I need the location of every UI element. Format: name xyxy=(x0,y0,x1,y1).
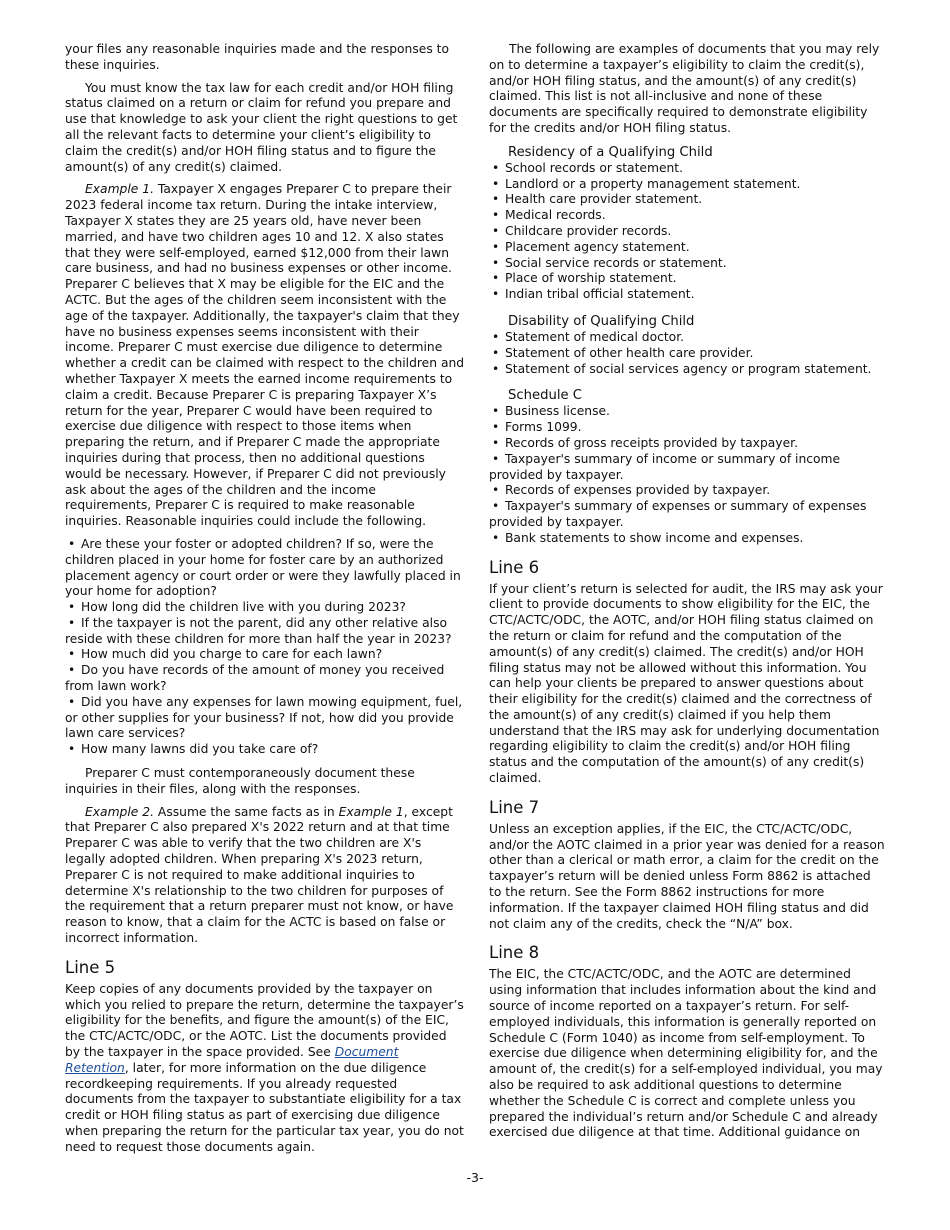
line-5-heading: Line 5 xyxy=(65,957,116,977)
line-8-heading: Line 8 xyxy=(489,943,540,963)
paragraph-intro-continued: your files any reasonable inquiries made and the responses to these inquiries. xyxy=(65,42,449,72)
list-item: • School records or statement. xyxy=(489,161,885,177)
residency-list xyxy=(489,161,885,303)
example-1-reference: Example 1 xyxy=(338,804,404,819)
line-6-text: If your client’s return is selected for audit, the IRS may ask your client to provide documents to show eligibility for the EIC, the CTC/ACTC/ODC, the AOTC, and/or HOH filing status claimed on the return or claim for refund and the computation of the amount(s) of any credit(s) claimed. The credit(s) and/or HOH filing status may not be allowed without this information. You can help your clients be prepared to answer questions about their eligibility for the credit(s) claimed and the correctness of the amount(s) of any credit(s) claimed if you help them understand that the IRS may ask for underlying documentation regarding eligibility to claim the credit(s) and/or HOH filing status and the computation of the amount(s) of any credit(s) claimed. xyxy=(489,581,883,786)
list-item: • Bank statements to show income and expenses. xyxy=(489,531,885,547)
list-item: • Indian tribal official statement. xyxy=(489,287,885,303)
list-item: • Do you have records of the amount of money you received from lawn work? xyxy=(65,663,465,695)
list-item: • How long did the children live with you during 2023? xyxy=(65,600,465,616)
left-column xyxy=(65,42,465,1163)
example-1-label: Example 1. xyxy=(85,182,154,197)
line-5-text xyxy=(65,982,465,1156)
example-2-text-a: Assume the same facts as in xyxy=(157,804,335,819)
line-7-heading: Line 7 xyxy=(489,797,540,817)
line-5-text-a: Keep copies of any documents provided by the taxpayer on which you relied to prepare the return, determine the taxpayer’s eligibility for the benefits, and figure the amount(s) of the EIC, the CTC/ACTC/ODC, or the AOTC. List the documents provided by the taxpayer in the space provided. See xyxy=(65,981,464,1060)
list-item: • Medical records. xyxy=(489,208,885,224)
line-8-text: The EIC, the CTC/ACTC/ODC, and the AOTC are determined using information that includes information about the kind and source of income reported on a taxpayer’s return. For self-employed individuals, this information is generally reported on Schedule C (Form 1040) as income from self-employment. To exercise due diligence when determining eligibility for, and the amount of, the credit(s) for a self-employed individual, you may also be required to ask additional questions to determine whether the Schedule C is correct and complete unless you prepared the individual’s return and/or Schedule C and already exercised due diligence at that time. Additional guidance on xyxy=(489,967,883,1140)
paragraph-document-inquiries: Preparer C must contemporaneously document these inquiries in their files, along with the responses. xyxy=(65,766,415,796)
schedule-c-list xyxy=(489,404,885,546)
list-item: • Place of worship statement. xyxy=(489,271,885,287)
list-item: • Statement of medical doctor. xyxy=(489,330,885,346)
list-item: • If the taxpayer is not the parent, did any other relative also reside with these children for more than half the year in 2023? xyxy=(65,616,465,648)
schedule-c-heading: Schedule C xyxy=(508,388,582,404)
paragraph-know-tax-law: You must know the tax law for each credit and/or HOH filing status claimed on a return or claim for refund you prepare and use that knowledge to ask your client the right questions to get all the relevant facts to determine your client’s eligibility to claim the credit(s) and/or HOH filing status and to figure the amount(s) of any credit(s) claimed. xyxy=(65,80,458,174)
list-item: • Childcare provider records. xyxy=(489,224,885,240)
list-item: • How much did you charge to care for each lawn? xyxy=(65,647,465,663)
list-item: • Statement of other health care provider. xyxy=(489,346,885,362)
line-7-text: Unless an exception applies, if the EIC, the CTC/ACTC/ODC, and/or the AOTC claimed in a prior year was denied for a reason other than a clerical or math error, a claim for the credit on the taxpayer’s return will be denied unless Form 8862 is attached to the return. See the Form 8862 instructions for more information. If the taxpayer claimed HOH filing status and did not claim any of the credits, check the “N/A” box. xyxy=(489,821,885,931)
list-item: • How many lawns did you take care of? xyxy=(65,742,465,758)
list-item: • Taxpayer's summary of income or summary of income provided by taxpayer. xyxy=(489,452,885,484)
example-2-text-b: , except that Preparer C also prepared X's 2022 return and at that time Preparer C was able to verify that the two children are X's legally adopted children. When preparing X's 2023 return, Preparer C is not required to make additional inquiries to determine X's relationship to the two children for purposes of the requirement that a return preparer must not know, or have reason to know, that a claim for the ACTC is based on false or incorrect information. xyxy=(65,804,454,946)
paragraph-document-examples: The following are examples of documents that you may rely on to determine a taxpayer’s eligibility to claim the credit(s), and/or HOH filing status, and the amount(s) of any credit(s) claimed. This list is not all-inclusive and none of these documents are specifically required to demonstrate eligibility for the credits and/or HOH filing status. xyxy=(489,42,880,135)
list-item: • Did you have any expenses for lawn mowing equipment, fuel, or other supplies for your business? If not, how did you provide lawn care services? xyxy=(65,695,465,742)
example-2 xyxy=(65,805,465,947)
list-item: • Placement agency statement. xyxy=(489,240,885,256)
example-1 xyxy=(65,182,465,530)
page-number: -3- xyxy=(466,1170,484,1185)
line-6-heading: Line 6 xyxy=(489,557,540,577)
list-item: • Statement of social services agency or program statement. xyxy=(489,362,885,378)
disability-list xyxy=(489,330,885,377)
list-item: • Taxpayer's summary of expenses or summary of expenses provided by taxpayer. xyxy=(489,499,885,531)
list-item: • Records of gross receipts provided by taxpayer. xyxy=(489,436,885,452)
disability-heading: Disability of Qualifying Child xyxy=(508,313,695,329)
list-item: • Forms 1099. xyxy=(489,420,885,436)
list-item: • Business license. xyxy=(489,404,885,420)
right-column xyxy=(489,42,885,1148)
example-1-inquiries-list xyxy=(65,537,465,758)
list-item: • Landlord or a property management statement. xyxy=(489,177,885,193)
document-retention-link[interactable]: Document Retention xyxy=(65,1045,399,1075)
list-item: • Are these your foster or adopted children? If so, were the children placed in your home for foster care by an authorized placement agency or court order or were they lawfully placed in your home for adoption? xyxy=(65,537,465,600)
list-item: • Health care provider statement. xyxy=(489,192,885,208)
residency-heading: Residency of a Qualifying Child xyxy=(508,144,713,160)
example-1-text: Taxpayer X engages Preparer C to prepare their 2023 federal income tax return. During the intake interview, Taxpayer X states they are 25 years old, have never been married, and have two children ages 10 and 12. X also states that they were self-employed, earned $12,000 from their lawn care business, and had no business expenses or other income. Preparer C believes that X may be eligible for the EIC and the ACTC. But the ages of the children seem inconsistent with the age of the taxpayer. Additionally, the taxpayer's claim that they have no business expenses seems inconsistent with their income. Preparer C must exercise due diligence to determine whether a credit can be claimed with respect to the children and whether Taxpayer X meets the earned income requirements to claim a credit. Because Preparer C is preparing Taxpayer X’s return for the year, Preparer C would have been required to exercise due diligence with respect to those items when preparing the return, and if Preparer C made the appropriate inquiries during that process, then no additional questions would be necessary. However, if Preparer C did not previously ask about the ages of the children and the income requirements, Preparer C is required to make reasonable inquiries. Reasonable inquiries could include the following. xyxy=(65,182,465,529)
example-2-label: Example 2. xyxy=(85,804,154,819)
list-item: • Records of expenses provided by taxpayer. xyxy=(489,483,885,499)
list-item: • Social service records or statement. xyxy=(489,256,885,272)
line-5-text-b: , later, for more information on the due diligence recordkeeping requirements. If you already requested documents from the taxpayer to substantiate eligibility for a tax credit or HOH filing status as part of exercising due diligence when preparing the return for the particular tax year, you do not need to request those documents again. xyxy=(65,1060,464,1154)
